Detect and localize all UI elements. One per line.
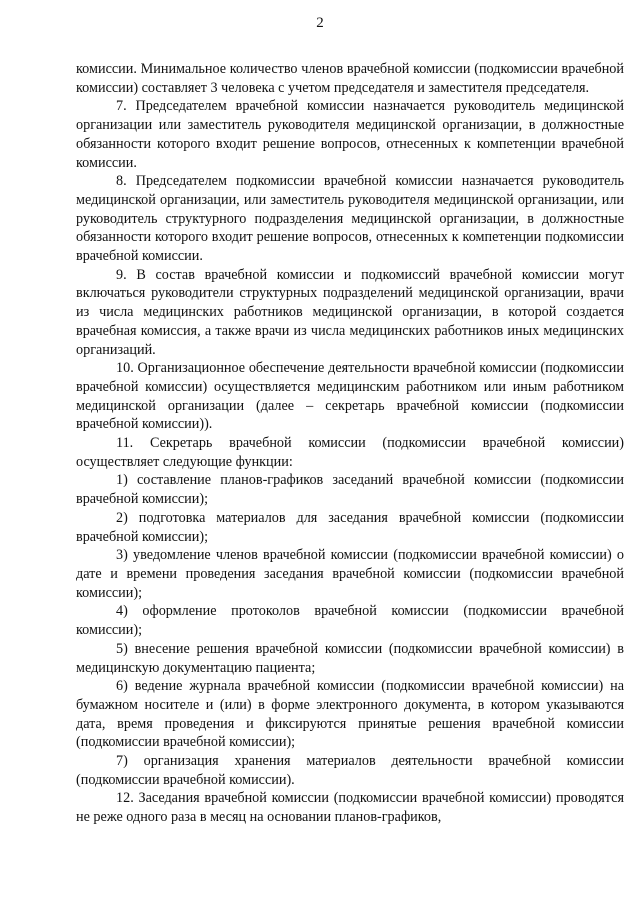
- list-item-11-6: 6) ведение журнала врачебной комиссии (подкомиссии врачебной комиссии) на бумажном носителе и (или) в форме электронного документа, в котором указываются дата, время проведения и фиксируются принятые решения врачебной комиссии (подкомиссии врачебной комиссии);: [76, 678, 624, 751]
- document-body: [76, 60, 624, 827]
- paragraph-12: 12. Заседания врачебной комиссии (подкомиссии врачебной комиссии) проводятся не реже одного раза в месяц на основании планов-графиков,: [76, 790, 624, 826]
- paragraph-10: 10. Организационное обеспечение деятельности врачебной комиссии (подкомиссии врачебной комиссии) осуществляется медицинским работником или иным работником медицинской организации (далее – секретарь врачебной комиссии (подкомиссии врачебной комиссии)).: [76, 360, 624, 433]
- page-number: 2: [316, 15, 324, 31]
- paragraph-9: 9. В состав врачебной комиссии и подкомиссий врачебной комиссии могут включаться руководители структурных подразделений медицинской организации, врачи из числа медицинских работников медицинской организации, в которой создается врачебная комиссия, а также врачи из числа медицинских работников иных медицинских организаций.: [76, 266, 624, 358]
- paragraph-intro: комиссии. Минимальное количество членов врачебной комиссии (подкомиссии врачебной комиссии) составляет 3 человека с учетом председателя и заместителя председателя.: [76, 61, 624, 96]
- list-item-11-4: 4) оформление протоколов врачебной комиссии (подкомиссии врачебной комиссии);: [76, 603, 624, 639]
- list-item-11-5: 5) внесение решения врачебной комиссии (подкомиссии врачебной комиссии) в медицинскую документацию пациента;: [76, 640, 624, 676]
- paragraph-7: 7. Председателем врачебной комиссии назначается руководитель медицинской организации или заместитель руководителя медицинской организации, в должностные обязанности которого входит решение вопросов, отнесенных к компетенции врачебной комиссии.: [76, 98, 624, 171]
- list-item-11-2: 2) подготовка материалов для заседания врачебной комиссии (подкомиссии врачебной комиссии);: [76, 509, 624, 545]
- paragraph-8: 8. Председателем подкомиссии врачебной комиссии назначается руководитель медицинской организации, или заместитель руководителя медицинской организации, или руководитель структурного подразделения медицинской организации, в должностные обязанности которого входит решение вопросов, отнесенных к компетенции подкомиссии врачебной комиссии.: [76, 173, 624, 265]
- list-item-11-3: 3) уведомление членов врачебной комиссии (подкомиссии врачебной комиссии) о дате и времени проведения заседания врачебной комиссии (подкомиссии врачебной комиссии);: [76, 547, 624, 601]
- paragraph-11: 11. Секретарь врачебной комиссии (подкомиссии врачебной комиссии) осуществляет следующие функции:: [76, 435, 624, 470]
- list-item-11-7: 7) организация хранения материалов деятельности врачебной комиссии (подкомиссии врачебной комиссии).: [76, 753, 624, 788]
- list-item-11-1: 1) составление планов-графиков заседаний врачебной комиссии (подкомиссии врачебной комиссии);: [76, 472, 624, 508]
